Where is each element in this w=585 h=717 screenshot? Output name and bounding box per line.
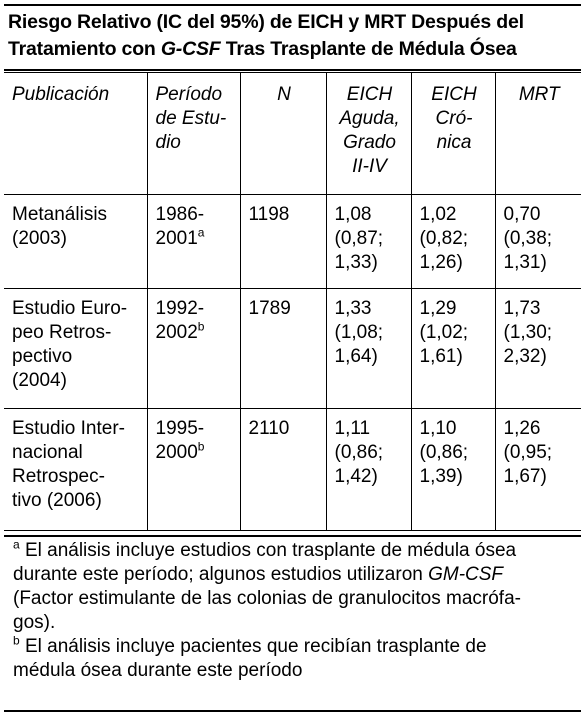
footnote-text: durante este período; algunos estudios utilizaron [13,564,429,585]
footnote-b-line: médula ósea durante este período [13,660,303,681]
cell-text: (1,02; [419,322,469,343]
cell-text: Estudio Euro- [12,298,128,319]
mrt-cell [495,195,581,289]
footnote-ref: a [197,225,205,240]
header-n [240,73,326,195]
n-cell [240,409,326,531]
cell-text: nacional [12,442,83,463]
cell-text: 1,11 [334,418,371,439]
cell-text: 1,67) [503,466,547,487]
footnote-drug-name: GM-CSF [428,564,504,585]
cell-text: Estudio Inter- [12,418,125,439]
footnote-a-line: gos). [13,612,56,633]
footnote-b-line [13,635,578,659]
chronic-gvhd-cell [411,289,495,409]
acute-gvhd-cell [326,409,411,531]
risk-table [4,72,581,531]
publication-cell [4,289,147,409]
header-period [147,73,240,195]
period-cell [147,195,240,289]
cell-text: (0,38; [503,228,553,249]
cell-text: (0,86; [419,442,469,463]
cell-text: 2001 [155,228,198,249]
cell-text: 1789 [248,298,291,319]
cell-text: (2003) [12,228,67,249]
n-cell [240,195,326,289]
mrt-cell [495,409,581,531]
cell-text: Retrospec- [12,466,105,487]
cell-text: 1,08 [334,204,372,225]
period-cell [147,409,240,531]
cell-text [156,227,234,251]
table-bottom-rule [4,535,581,537]
header-chronic-gvhd [411,73,495,195]
cell-text: Metanálisis [12,204,108,225]
publication-cell [4,409,147,531]
footnote-a-line: (Factor estimulante de las colonias de granulocitos macrófa- [13,588,521,609]
header-text: nica [436,132,472,153]
table-row [4,409,581,531]
header-text: II-IV [352,156,387,177]
cell-text: 2002 [155,322,198,343]
cell-text: (2004) [12,370,67,391]
header-text: Período [155,84,223,105]
cell-text: 1,73 [503,298,541,319]
cell-text: peo Retros- [12,322,112,343]
table-header-row [4,73,581,195]
cell-text: 1995- [155,418,205,439]
cell-text: 1,39) [419,466,463,487]
cell-text: 0,70 [503,204,541,225]
footnote-ref: b [197,319,205,334]
acute-gvhd-cell [326,195,411,289]
table-caption [8,9,580,63]
cell-text: (0,87; [334,228,384,249]
header-text: N [277,84,291,105]
cell-text: 1,42) [334,466,378,487]
footnotes [13,539,578,683]
caption-text: Tras Trasplante de Médula Ósea [220,38,517,60]
cell-text [156,321,234,345]
footnote-ref: b [197,439,205,454]
mrt-cell [495,289,581,409]
header-text: de Estu- [155,108,227,129]
header-mrt [495,73,581,195]
cell-text: tivo (2006) [12,490,102,511]
cell-text: pectivo [12,346,73,367]
caption-drug-name: G-CSF [160,38,221,60]
cell-text: 1986- [155,204,205,225]
header-text: Grado [343,132,396,153]
cell-text: (1,08; [334,322,384,343]
n-cell [240,289,326,409]
cell-text: 1,10 [419,418,457,439]
cell-text: 1,31) [503,252,547,273]
cell-text: 1198 [248,204,290,225]
header-text: EICH [431,84,477,105]
footnote-b-marker: b [13,633,20,648]
cell-text: (0,86; [334,442,384,463]
period-cell [147,289,240,409]
chronic-gvhd-cell [411,409,495,531]
chronic-gvhd-cell [411,195,495,289]
cell-text: 1,33 [334,298,372,319]
cell-text: (1,30; [503,322,553,343]
cell-text: 2000 [155,442,198,463]
cell-text: 1992- [155,298,205,319]
cell-text: 2,32) [503,346,547,367]
cell-text [156,441,234,465]
caption-text: Tratamiento con [8,38,161,60]
footnote-a-line [13,539,578,563]
cell-text: 1,02 [419,204,457,225]
cell-text: 1,29 [419,298,457,319]
top-rule [4,4,581,6]
table-row [4,289,581,409]
footnote-text: El análisis incluye pacientes que recibían trasplante de [19,636,487,657]
header-text: Publicación [12,84,110,105]
footnote-text: El análisis incluye estudios con trasplante de médula ósea [19,540,517,561]
table-row [4,195,581,289]
footnote-a-line [13,563,578,587]
cell-text: 2110 [248,418,290,439]
header-text: dio [155,132,181,153]
header-publication [4,73,147,195]
caption-rule [4,69,581,71]
header-text: Cró- [435,108,473,129]
caption-line-2 [8,36,580,63]
acute-gvhd-cell [326,289,411,409]
bottom-rule [4,710,581,712]
caption-line-1: Riesgo Relativo (IC del 95%) de EICH y MRT Después del [8,11,524,33]
cell-text: (0,95; [503,442,553,463]
header-text: Aguda, [339,108,400,129]
cell-text: (0,82; [419,228,469,249]
cell-text: 1,61) [419,346,463,367]
header-acute-gvhd [326,73,411,195]
cell-text: 1,33) [334,252,378,273]
footnote-a-marker: a [13,537,20,552]
cell-text: 1,26) [419,252,463,273]
publication-cell [4,195,147,289]
cell-text: 1,64) [334,346,378,367]
header-text: MRT [518,84,560,105]
header-text: EICH [346,84,393,105]
cell-text: 1,26 [503,418,541,439]
